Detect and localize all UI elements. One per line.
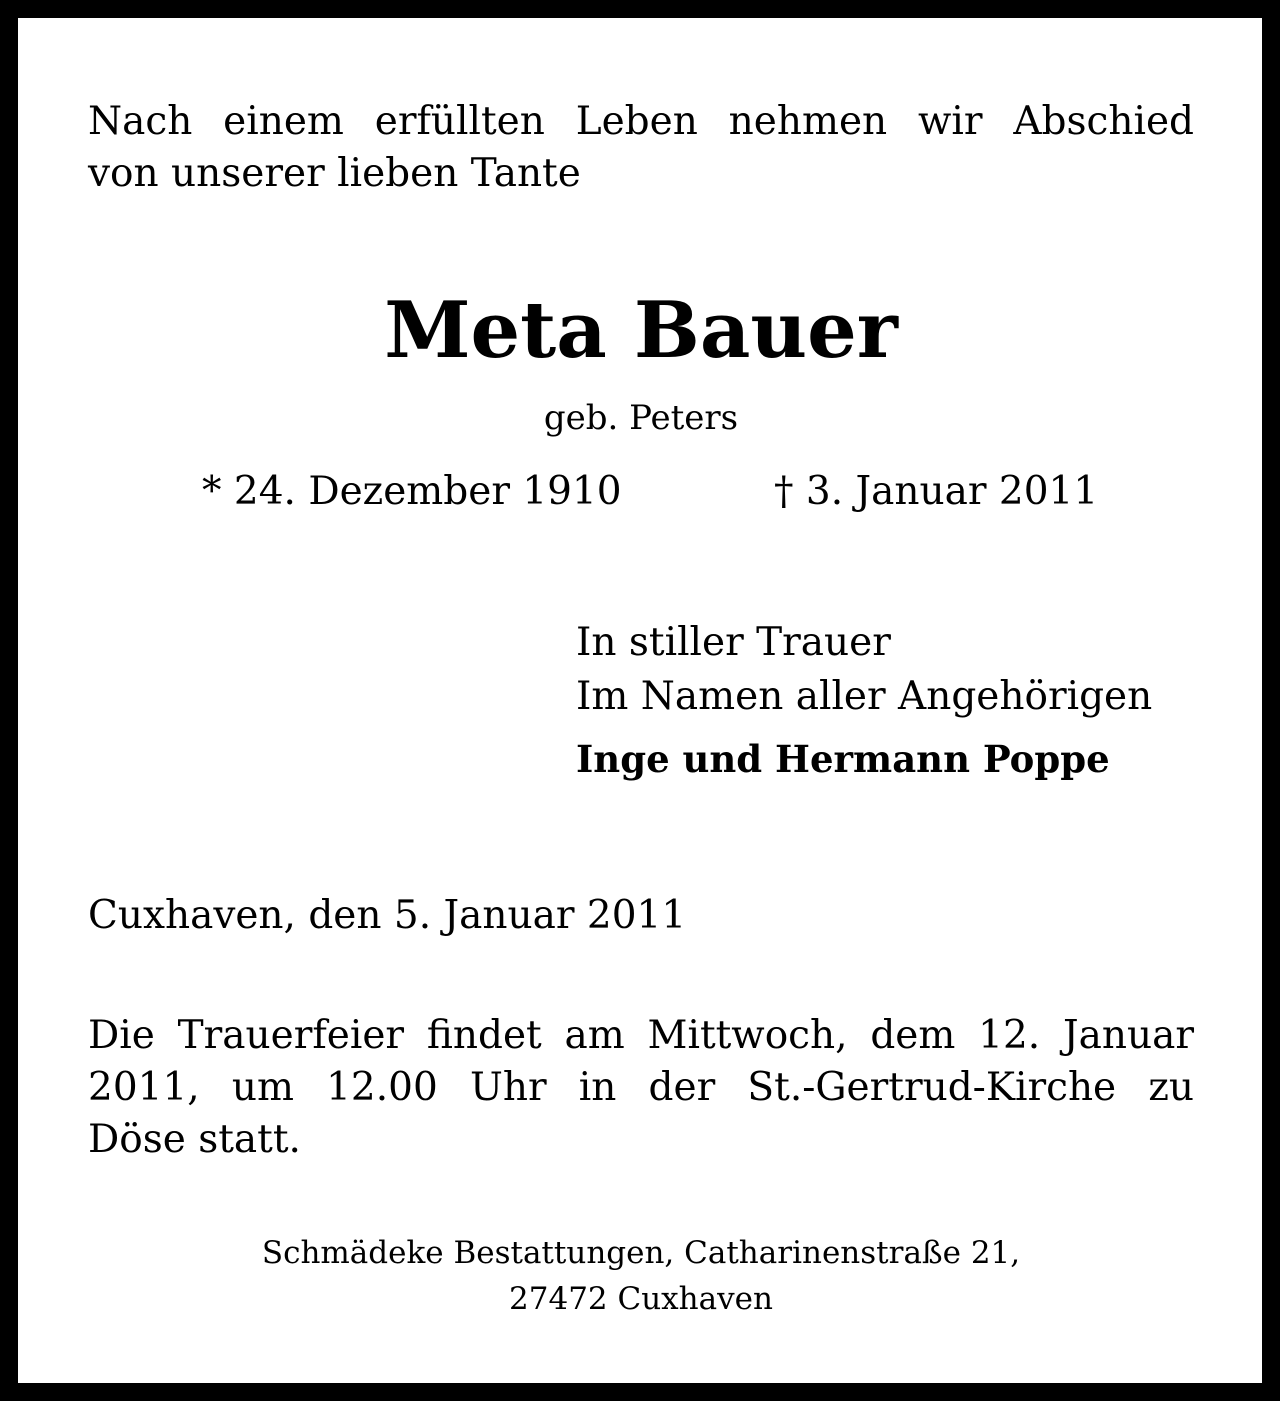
place-and-date: Cuxhaven, den 5. Januar 2011 <box>88 893 687 938</box>
intro-line-1: Nach einem erfüllten Leben nehmen wir Abschied <box>88 99 1194 144</box>
mourners-line-1: In stiller Trauer <box>576 620 891 665</box>
deceased-name: Meta Bauer <box>384 285 898 376</box>
service-line-1: Die Trauerfeier findet am Mittwoch, dem 12. Januar <box>88 1013 1194 1058</box>
undertaker-info <box>88 1230 1194 1322</box>
service-line-3: Döse statt. <box>88 1117 301 1162</box>
birth-date: * 24. Dezember 1910 <box>202 469 622 514</box>
maiden-name: geb. Peters <box>543 398 739 438</box>
intro-text <box>88 96 1194 200</box>
mourners-line-2: Im Namen aller Angehörigen <box>576 674 1153 719</box>
mourners-signature <box>576 616 1152 786</box>
undertaker-line-1: Schmädeke Bestattungen, Catharinenstraße 21, <box>261 1235 1021 1271</box>
death-date: † 3. Januar 2011 <box>774 469 1099 514</box>
undertaker-line-2: 27472 Cuxhaven <box>509 1281 773 1317</box>
service-line-2: 2011, um 12.00 Uhr in der St.-Gertrud-Kirche zu <box>88 1065 1194 1110</box>
mourners-family: Inge und Hermann Poppe <box>576 737 1110 781</box>
funeral-service-info <box>88 1010 1194 1166</box>
intro-line-2: von unserer lieben Tante <box>88 151 581 196</box>
life-dates <box>88 466 1194 518</box>
